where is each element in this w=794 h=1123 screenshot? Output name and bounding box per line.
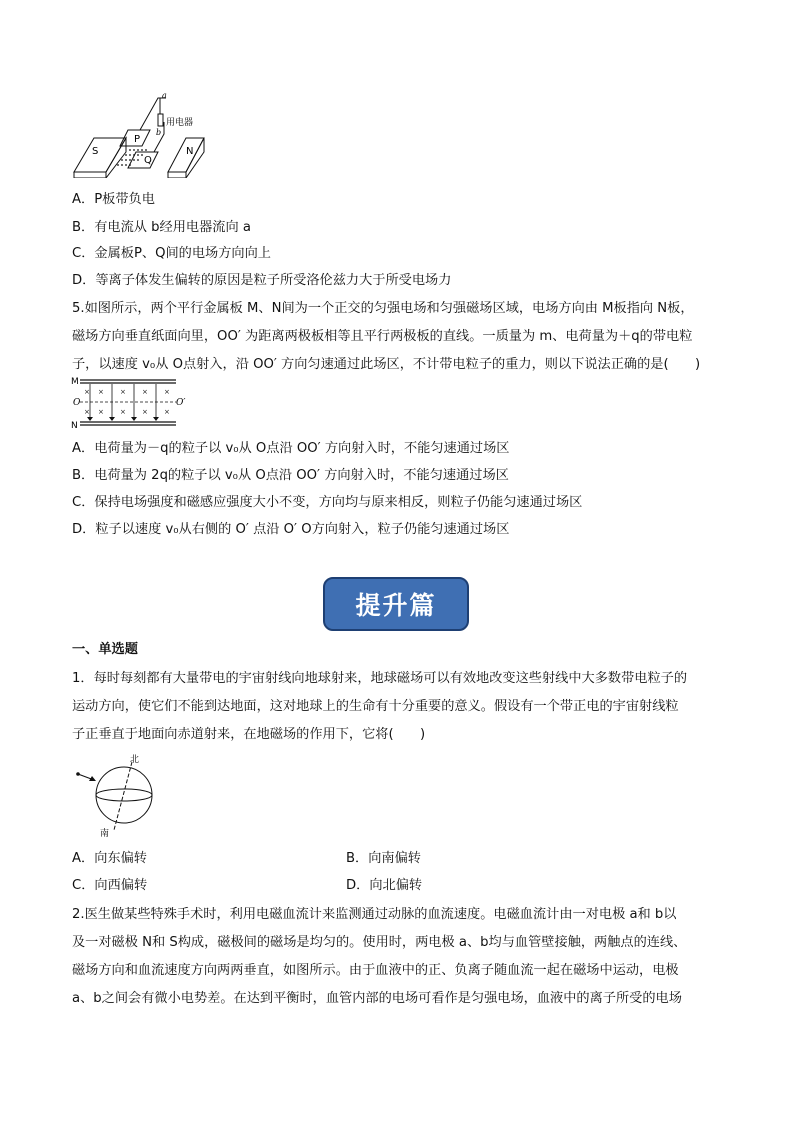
q5-option-c: C．保持电场强度和磁感应强度大小不变，方向均与原来相反，则粒子仍能匀速通过场区: [72, 495, 583, 510]
label-south: 南: [100, 829, 110, 839]
label-S: S: [92, 146, 99, 157]
label-north: 北: [130, 755, 140, 765]
q4-option-b: B．有电流从 b经用电器流向 a: [72, 220, 251, 235]
crossed-field-figure: [70, 376, 192, 430]
section-title: 一、单选题: [72, 642, 138, 657]
q4-option-c: C．金属板P、Q间的电场方向向上: [72, 246, 271, 261]
svg-text:×: ×: [142, 408, 148, 416]
section-banner: 提升篇: [323, 577, 469, 631]
p1-option-b: B．向南偏转: [346, 851, 421, 866]
label-M: M: [71, 377, 79, 387]
p1-stem-line: 运动方向，使它们不能到达地面，这对地球上的生命有十分重要的意义。假设有一个带正电的宇宙射线粒: [72, 699, 679, 714]
p2-stem-line: 2.医生做某些特殊手术时，利用电磁血流计来监测通过动脉的血流速度。电磁血流计由一对电极 a和 b以: [72, 907, 677, 922]
q5-option-b: B．电荷量为 2q的粒子以 v₀从 O点沿 OO′ 方向射入时，不能匀速通过场区: [72, 468, 509, 483]
q5-stem-line: 子，以速度 v₀从 O点射入，沿 OO′ 方向匀速通过此场区，不计带电粒子的重力，则以下说法正确的是( ): [72, 357, 701, 372]
p1-stem-line: 子正垂直于地面向赤道射来，在地磁场的作用下，它将( ): [72, 727, 426, 742]
p1-stem: [72, 665, 726, 749]
q4-option-a: A．P板带负电: [72, 192, 155, 207]
svg-text:×: ×: [142, 388, 148, 396]
svg-text:×: ×: [98, 408, 104, 416]
mhd-generator-figure: [70, 92, 205, 178]
p1-option-c: C．向西偏转: [72, 878, 148, 893]
p2-stem: [72, 901, 726, 1013]
p2-stem-line: 及一对磁极 N和 S构成，磁极间的磁场是均匀的。使用时，两电极 a、b均与血管壁接触，两触点的连线、: [72, 935, 687, 950]
svg-text:×: ×: [120, 408, 126, 416]
label-O-prime: O′: [176, 398, 186, 408]
svg-text:×: ×: [84, 408, 90, 416]
p2-stem-line: a、b之间会有微小电势差。在达到平衡时，血管内部的电场可看作是匀强电场，血液中的离子所受的电场: [72, 991, 682, 1006]
label-P: P: [134, 134, 141, 145]
svg-text:×: ×: [164, 408, 170, 416]
q5-option-d: D．粒子以速度 v₀从右侧的 O′ 点沿 O′ O方向射入，粒子仍能匀速通过场区: [72, 522, 510, 537]
svg-text:×: ×: [84, 388, 90, 396]
label-a: a: [162, 92, 167, 100]
p1-option-d: D．向北偏转: [346, 878, 423, 893]
label-N: N: [71, 421, 78, 430]
p1-option-a: A．向东偏转: [72, 851, 147, 866]
q5-stem-line: 5.如图所示，两个平行金属板 M、N间为一个正交的匀强电场和匀强磁场区域，电场方向由 M板指向 N板，: [72, 301, 694, 316]
svg-text:×: ×: [164, 388, 170, 396]
q5-stem: [72, 295, 726, 379]
label-b: b: [156, 128, 162, 137]
p1-stem-line: 1．每时每刻都有大量带电的宇宙射线向地球射来，地球磁场可以有效地改变这些射线中大多数带电粒子的: [72, 671, 688, 686]
q4-option-d: D．等离子体发生偏转的原因是粒子所受洛伦兹力大于所受电场力: [72, 273, 452, 288]
earth-figure: [70, 750, 160, 840]
label-Q: Q: [144, 155, 152, 166]
label-device: 用电器: [166, 118, 194, 128]
svg-text:×: ×: [120, 388, 126, 396]
label-O: O: [73, 398, 81, 408]
q5-option-a: A．电荷量为－q的粒子以 v₀从 O点沿 OO′ 方向射入时，不能匀速通过场区: [72, 441, 510, 456]
p2-stem-line: 磁场方向和血流速度方向两两垂直，如图所示。由于血液中的正、负离子随血流一起在磁场中运动，电极: [72, 963, 679, 978]
svg-text:×: ×: [98, 388, 104, 396]
q5-stem-line: 磁场方向垂直纸面向里，OO′ 为距离两极板相等且平行两极板的直线。一质量为 m、电荷量为＋q的带电粒: [72, 329, 693, 344]
label-N: N: [186, 146, 194, 157]
